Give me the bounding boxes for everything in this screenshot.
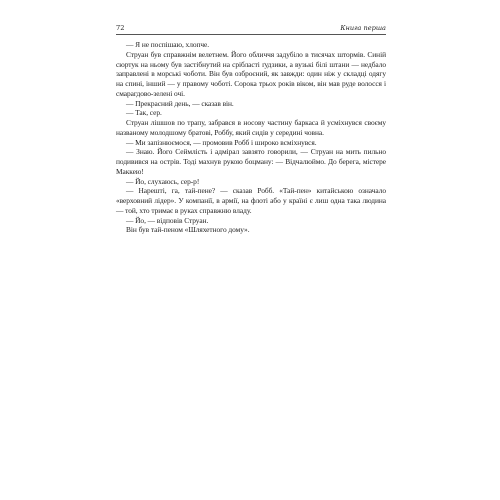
body-text: [116, 40, 386, 235]
page-number: 72: [116, 24, 125, 32]
paragraph: — Я не поспішаю, хлопче.: [126, 40, 210, 49]
paragraph: Струан лішшов по трапу, забрався в носову частину баркаса й усміхнувся своєму названому молодшому братові, Роббу, який сидів у середині човна.: [116, 118, 386, 137]
paragraph: — Так, сер.: [126, 108, 162, 118]
paragraph: — Прекрасний день, — сказав він.: [126, 98, 234, 108]
header-rule: [116, 34, 386, 35]
paragraph: Він був тай-пеном «Шляхетного дому».: [126, 225, 250, 235]
paragraph: — Йо, слухаюсь, сер-р!: [126, 176, 200, 186]
paragraph: — Нарешті, га, тай-пене? — сказав Робб. «Тай-пен» китайською означало «верховний лідер». У компанії, в армії, на флоті або у країні є лиш одна така людина — той, хто тримає в руках справжню владу.: [116, 186, 386, 215]
page-header: [116, 22, 386, 34]
paragraph: — Знаю. Його Сеймлість і адмірал завзято говорили, — Струан на мить пильно подивився на острів. Тоді махнув рукою боцману: — Відчалюймо. До берега, містере Маккею!: [116, 147, 386, 176]
paragraph: — Йо, — відповів Струан.: [126, 215, 209, 225]
running-head: Книга перша: [340, 24, 386, 32]
paragraph: — Ми запізнюємося, — промовив Робб і широко всміхнувся.: [126, 137, 317, 147]
paragraph: Струан був справжнім велетнем. Його обличчя задубіло в тисячах штормів. Синій сюртук на ньому був застібнутий на срібласті ґудзики, а вузькі білі штани — недбало заправлені в морські чоботи. Він був озброєний, як завжди: один ніж у складці одягу на спині, інший — у правому чоботі. Сорока трьох років віком, він мав руде волосся і смарагдово-зелені очі.: [116, 49, 386, 98]
